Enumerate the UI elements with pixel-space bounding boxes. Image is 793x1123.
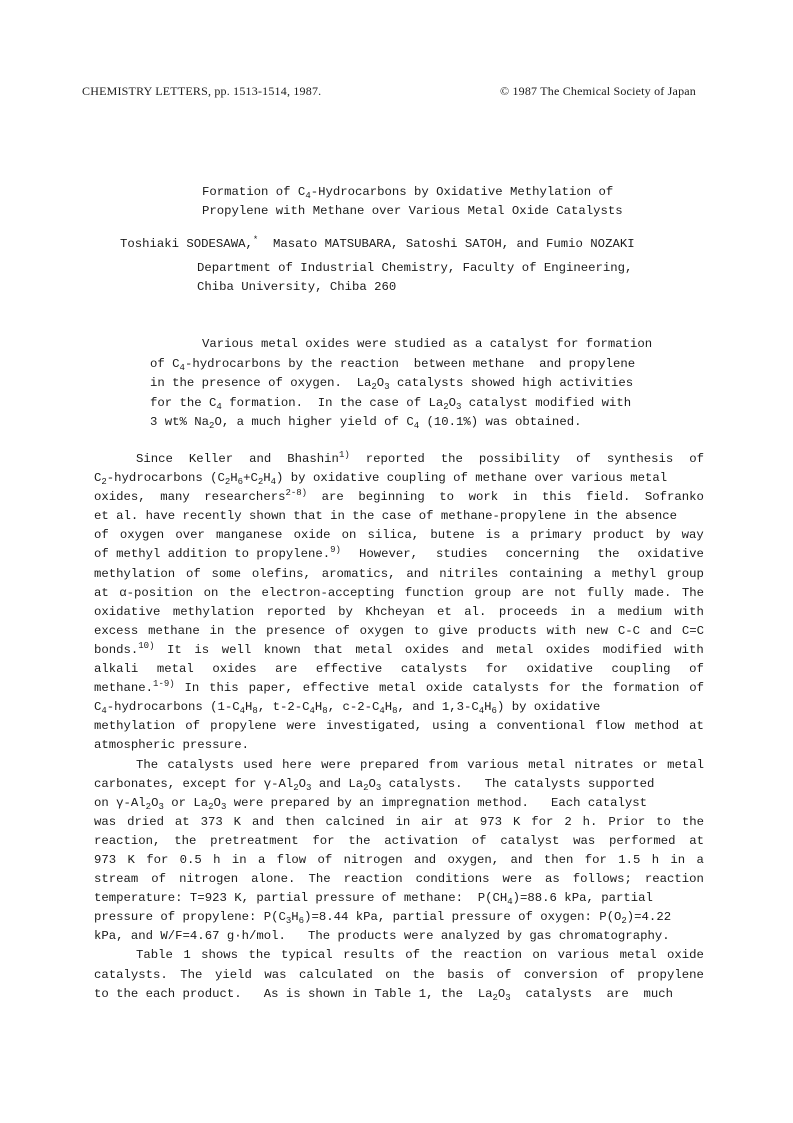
text-line: carbonates, except for $\gamma-Al_2O_3$ and $La_2O_3$ catalysts. The catalysts supported bbox=[94, 776, 655, 793]
text-line: temperature: T=923 K, partial pressure of methane: $P(CH_4)=88.6$ kPa, partial bbox=[94, 891, 653, 908]
text-line: The catalysts used here were prepared from various metal nitrates or metal bbox=[136, 757, 704, 772]
author-list: Toshiaki SODESAWA,* Masato MATSUBARA, Satoshi SATOH, and Fumio NOZAKI bbox=[120, 235, 635, 251]
running-head bbox=[82, 84, 696, 99]
text-line: of methyl addition to propylene.$^{9)}$ However, studies concerning the oxidative bbox=[94, 545, 704, 562]
affiliation: Department of Industrial Chemistry, Faculty of Engineering, Chiba University, Chiba 260 bbox=[197, 261, 633, 295]
title-line-1: Formation of $C_4$-Hydrocarbons by Oxidative Methylation of bbox=[202, 185, 614, 201]
text-line: 973 K for 0.5 h in a flow of nitrogen and oxygen, and then for 1.5 h in a bbox=[94, 852, 704, 867]
title-line-2: Propylene with Methane over Various Metal Oxide Catalysts bbox=[202, 204, 623, 219]
text-line: oxides, many researchers$^{2-8)}$ are beginning to work in this field. Sofranko bbox=[94, 488, 704, 505]
text-line: methylation of some olefins, aromatics, and nitriles containing a methyl group bbox=[94, 566, 704, 581]
text-line: $C_4$-hydrocarbons ($1-C_4H_8$, $t-2-C_4H_8$, $c-2-C_4H_8$, and $1,3-C_4H_6$) by oxidative bbox=[94, 700, 601, 717]
text-line: catalysts. The yield was calculated on the basis of conversion of propylene bbox=[94, 967, 704, 982]
text-line: at α-position on the electron-accepting function group are not fully made. The bbox=[94, 585, 704, 600]
text-line: kPa, and W/F=4.67 g·h/mol. The products were analyzed by gas chromatography. bbox=[94, 929, 670, 944]
text-line: oxidative methylation reported by Khcheyan et al. proceeds in a medium with bbox=[94, 604, 704, 619]
body-text bbox=[94, 450, 704, 1004]
text-line: Table 1 shows the typical results of the reaction on various metal oxide bbox=[136, 948, 704, 963]
text-line: bonds.$^{10)}$ It is well known that metal oxides and metal oxides modified with bbox=[94, 640, 704, 657]
text-line: of oxygen over manganese oxide on silica, butene is a primary product by way bbox=[94, 528, 704, 543]
copyright-notice: © 1987 The Chemical Society of Japan bbox=[499, 84, 696, 98]
abstract: Various metal oxides were studied as a catalyst for formation of $C_4$-hydrocarbons by the reaction between methane and propylene in the presence of oxygen. $La_2O_3$ catalysts showed high activities for the $C_4$ formation. In the case of $La_2O_3$ catalyst modified with 3 wt% $Na_2O$, a much higher yield of $C_4$ (10.1%) was obtained. bbox=[150, 337, 653, 431]
text-line: was dried at 373 K and then calcined in air at 973 K for 2 h. Prior to the bbox=[94, 814, 704, 829]
text-line: et al. have recently shown that in the case of methane-propylene in the absence bbox=[94, 509, 677, 524]
text-line: stream of nitrogen alone. The reaction conditions were as follows; reaction bbox=[94, 872, 704, 887]
article-title bbox=[202, 182, 623, 220]
text-line: methylation of propylene were investigated, using a conventional flow method at bbox=[94, 719, 704, 734]
text-line: to the each product. As is shown in Table 1, the $La_2O_3$ catalysts are much bbox=[94, 986, 674, 1003]
text-line: alkali metal oxides are effective catalysts for oxidative coupling of bbox=[94, 662, 704, 677]
journal-citation: CHEMISTRY LETTERS, pp. 1513-1514, 1987. bbox=[82, 84, 322, 98]
text-line: pressure of propylene: $P(C_3H_6)=8.44$ kPa, partial pressure of oxygen: $P(O_2)=4.22$ bbox=[94, 910, 672, 927]
text-line: on $\gamma-Al_2O_3$ or $La_2O_3$ were prepared by an impregnation method. Each catalyst bbox=[94, 795, 647, 812]
text-line: methane.$^{1-9)}$ In this paper, effective metal oxide catalysts for the formation of bbox=[94, 679, 704, 696]
text-line: excess methane in the presence of oxygen to give products with new C-C and C=C bbox=[94, 623, 704, 638]
text-line: atmospheric pressure. bbox=[94, 738, 249, 753]
text-line: $C_2$-hydrocarbons $(C_2H_6+C_2H_4)$ by oxidative coupling of methane over various metal bbox=[94, 471, 668, 488]
text-line: Since Keller and Bhashin$^{1)}$ reported the possibility of synthesis of bbox=[136, 450, 704, 466]
text-line: reaction, the pretreatment for the activation of catalyst was performed at bbox=[94, 833, 704, 848]
